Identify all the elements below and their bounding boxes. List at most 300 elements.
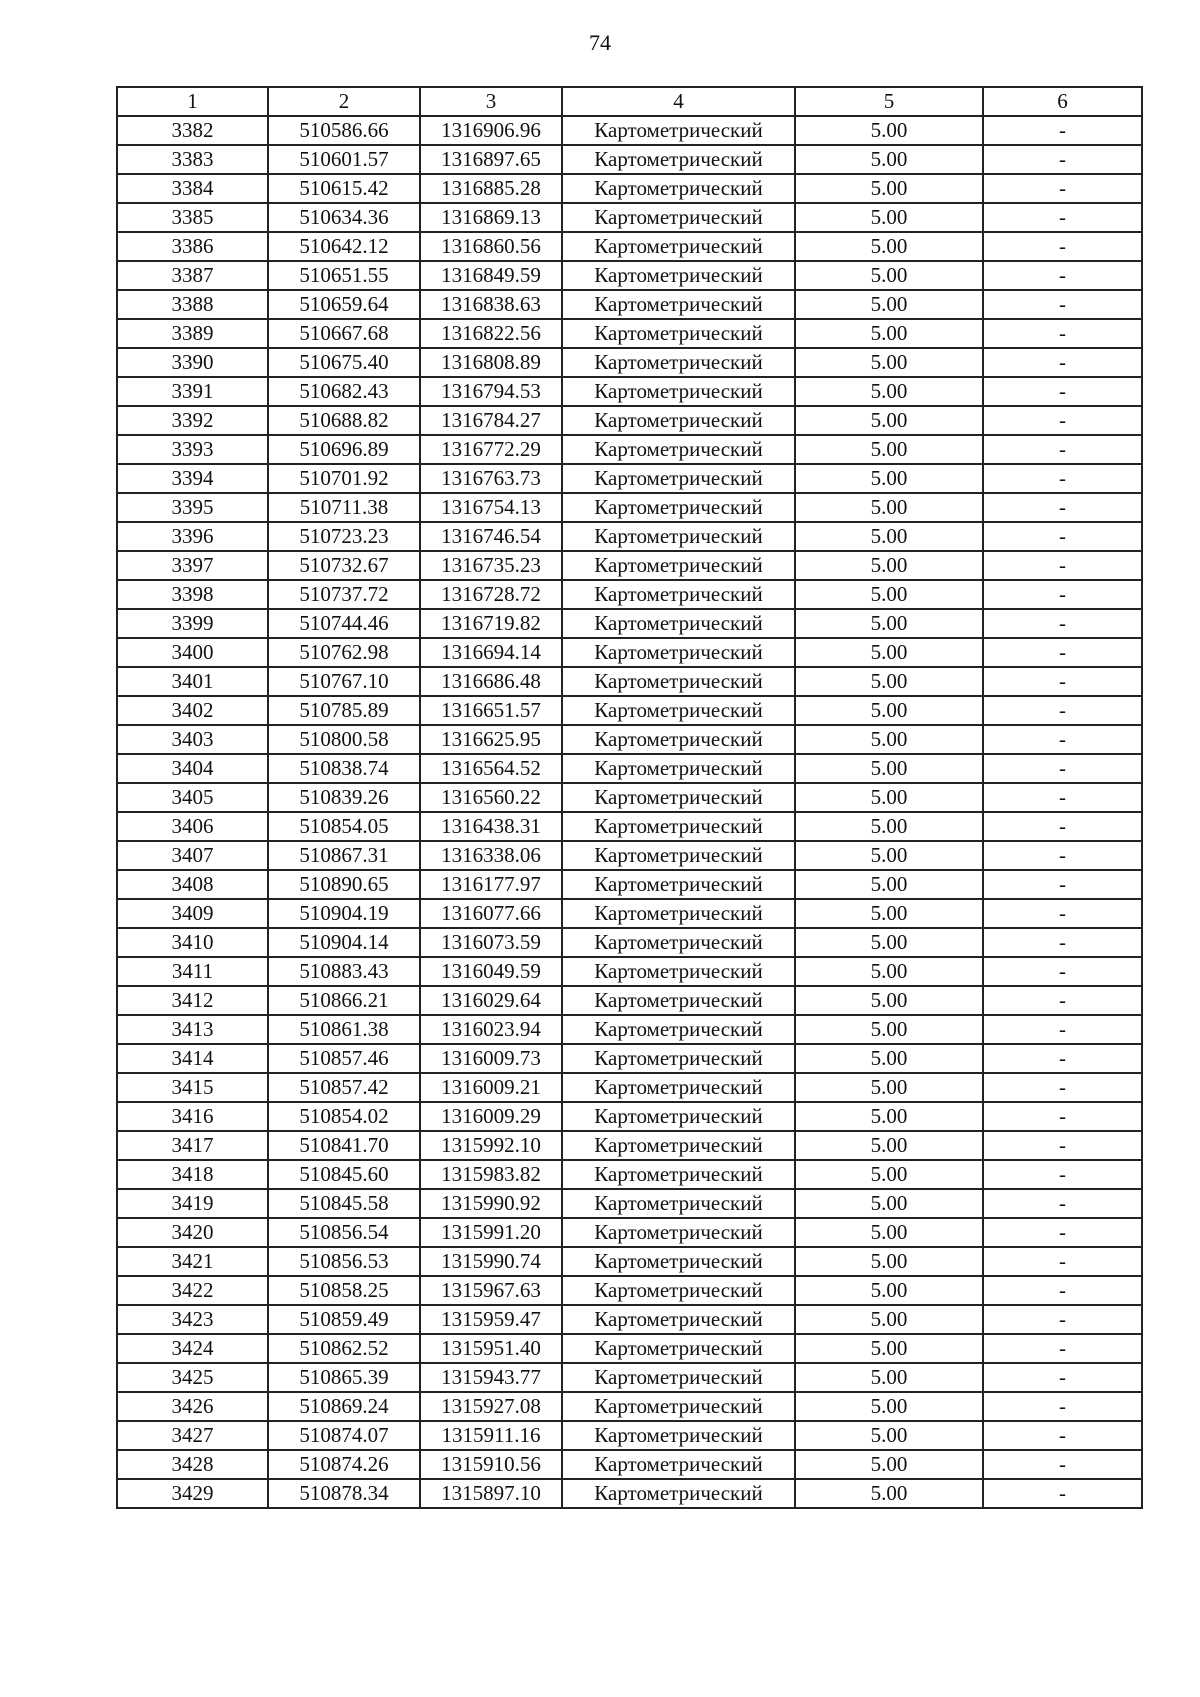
point-number-cell: 3403 [117, 725, 268, 754]
method-cell: Картометрический [562, 1479, 795, 1508]
y-coordinate-cell: 1316735.23 [420, 551, 562, 580]
accuracy-cell: 5.00 [795, 493, 983, 522]
method-cell: Картометрический [562, 1392, 795, 1421]
accuracy-cell: 5.00 [795, 1363, 983, 1392]
table-row [117, 1189, 1142, 1218]
table-row [117, 232, 1142, 261]
note-cell: - [983, 522, 1142, 551]
x-coordinate-cell: 510845.58 [268, 1189, 420, 1218]
note-cell: - [983, 348, 1142, 377]
method-cell: Картометрический [562, 1450, 795, 1479]
x-coordinate-cell: 510874.07 [268, 1421, 420, 1450]
note-cell: - [983, 203, 1142, 232]
method-cell: Картометрический [562, 1189, 795, 1218]
accuracy-cell: 5.00 [795, 696, 983, 725]
table-row [117, 1450, 1142, 1479]
method-cell: Картометрический [562, 522, 795, 551]
accuracy-cell: 5.00 [795, 1189, 983, 1218]
y-coordinate-cell: 1316564.52 [420, 754, 562, 783]
table-row [117, 1218, 1142, 1247]
y-coordinate-cell: 1315951.40 [420, 1334, 562, 1363]
point-number-cell: 3415 [117, 1073, 268, 1102]
point-number-cell: 3390 [117, 348, 268, 377]
note-cell: - [983, 667, 1142, 696]
point-number-cell: 3422 [117, 1276, 268, 1305]
point-number-cell: 3388 [117, 290, 268, 319]
method-cell: Картометрический [562, 493, 795, 522]
method-cell: Картометрический [562, 261, 795, 290]
point-number-cell: 3418 [117, 1160, 268, 1189]
point-number-cell: 3408 [117, 870, 268, 899]
method-cell: Картометрический [562, 1363, 795, 1392]
x-coordinate-cell: 510857.46 [268, 1044, 420, 1073]
x-coordinate-cell: 510659.64 [268, 290, 420, 319]
y-coordinate-cell: 1315927.08 [420, 1392, 562, 1421]
note-cell: - [983, 261, 1142, 290]
point-number-cell: 3396 [117, 522, 268, 551]
x-coordinate-cell: 510856.53 [268, 1247, 420, 1276]
table-row [117, 725, 1142, 754]
table-row [117, 1479, 1142, 1508]
x-coordinate-cell: 510869.24 [268, 1392, 420, 1421]
y-coordinate-cell: 1316625.95 [420, 725, 562, 754]
x-coordinate-cell: 510857.42 [268, 1073, 420, 1102]
method-cell: Картометрический [562, 638, 795, 667]
note-cell: - [983, 1392, 1142, 1421]
point-number-cell: 3420 [117, 1218, 268, 1247]
y-coordinate-cell: 1315990.74 [420, 1247, 562, 1276]
y-coordinate-cell: 1315911.16 [420, 1421, 562, 1450]
y-coordinate-cell: 1316746.54 [420, 522, 562, 551]
point-number-cell: 3397 [117, 551, 268, 580]
y-coordinate-cell: 1316808.89 [420, 348, 562, 377]
point-number-cell: 3421 [117, 1247, 268, 1276]
table-row [117, 493, 1142, 522]
note-cell: - [983, 551, 1142, 580]
accuracy-cell: 5.00 [795, 261, 983, 290]
point-number-cell: 3400 [117, 638, 268, 667]
table-row [117, 174, 1142, 203]
note-cell: - [983, 696, 1142, 725]
table-row [117, 116, 1142, 145]
method-cell: Картометрический [562, 319, 795, 348]
accuracy-cell: 5.00 [795, 1218, 983, 1247]
y-coordinate-cell: 1316023.94 [420, 1015, 562, 1044]
table-row [117, 203, 1142, 232]
x-coordinate-cell: 510856.54 [268, 1218, 420, 1247]
table-row [117, 290, 1142, 319]
table-row [117, 348, 1142, 377]
note-cell: - [983, 1479, 1142, 1508]
table-body [117, 116, 1142, 1508]
table-row [117, 609, 1142, 638]
accuracy-cell: 5.00 [795, 116, 983, 145]
x-coordinate-cell: 510854.05 [268, 812, 420, 841]
point-number-cell: 3428 [117, 1450, 268, 1479]
column-header: 3 [420, 87, 562, 116]
y-coordinate-cell: 1315897.10 [420, 1479, 562, 1508]
accuracy-cell: 5.00 [795, 638, 983, 667]
table-row [117, 1131, 1142, 1160]
method-cell: Картометрический [562, 754, 795, 783]
note-cell: - [983, 1334, 1142, 1363]
point-number-cell: 3399 [117, 609, 268, 638]
x-coordinate-cell: 510711.38 [268, 493, 420, 522]
x-coordinate-cell: 510723.23 [268, 522, 420, 551]
point-number-cell: 3426 [117, 1392, 268, 1421]
y-coordinate-cell: 1316869.13 [420, 203, 562, 232]
x-coordinate-cell: 510667.68 [268, 319, 420, 348]
y-coordinate-cell: 1316728.72 [420, 580, 562, 609]
accuracy-cell: 5.00 [795, 957, 983, 986]
table-row [117, 319, 1142, 348]
y-coordinate-cell: 1316694.14 [420, 638, 562, 667]
accuracy-cell: 5.00 [795, 1073, 983, 1102]
note-cell: - [983, 870, 1142, 899]
y-coordinate-cell: 1315967.63 [420, 1276, 562, 1305]
y-coordinate-cell: 1316009.73 [420, 1044, 562, 1073]
x-coordinate-cell: 510615.42 [268, 174, 420, 203]
x-coordinate-cell: 510862.52 [268, 1334, 420, 1363]
column-header: 1 [117, 87, 268, 116]
method-cell: Картометрический [562, 145, 795, 174]
y-coordinate-cell: 1316906.96 [420, 116, 562, 145]
note-cell: - [983, 1421, 1142, 1450]
y-coordinate-cell: 1316438.31 [420, 812, 562, 841]
accuracy-cell: 5.00 [795, 841, 983, 870]
note-cell: - [983, 116, 1142, 145]
note-cell: - [983, 145, 1142, 174]
table-row [117, 899, 1142, 928]
note-cell: - [983, 493, 1142, 522]
table-row [117, 638, 1142, 667]
point-number-cell: 3427 [117, 1421, 268, 1450]
x-coordinate-cell: 510874.26 [268, 1450, 420, 1479]
note-cell: - [983, 232, 1142, 261]
note-cell: - [983, 1450, 1142, 1479]
x-coordinate-cell: 510867.31 [268, 841, 420, 870]
y-coordinate-cell: 1315983.82 [420, 1160, 562, 1189]
point-number-cell: 3425 [117, 1363, 268, 1392]
table-row [117, 377, 1142, 406]
y-coordinate-cell: 1316009.29 [420, 1102, 562, 1131]
x-coordinate-cell: 510634.36 [268, 203, 420, 232]
method-cell: Картометрический [562, 609, 795, 638]
accuracy-cell: 5.00 [795, 1479, 983, 1508]
table-row [117, 551, 1142, 580]
accuracy-cell: 5.00 [795, 1334, 983, 1363]
note-cell: - [983, 580, 1142, 609]
y-coordinate-cell: 1316860.56 [420, 232, 562, 261]
method-cell: Картометрический [562, 725, 795, 754]
x-coordinate-cell: 510586.66 [268, 116, 420, 145]
method-cell: Картометрический [562, 928, 795, 957]
coordinates-table [116, 86, 1143, 1509]
table-row [117, 986, 1142, 1015]
x-coordinate-cell: 510878.34 [268, 1479, 420, 1508]
table-row [117, 522, 1142, 551]
point-number-cell: 3405 [117, 783, 268, 812]
table-row [117, 1363, 1142, 1392]
accuracy-cell: 5.00 [795, 580, 983, 609]
method-cell: Картометрический [562, 232, 795, 261]
table-row [117, 1392, 1142, 1421]
method-cell: Картометрический [562, 1131, 795, 1160]
accuracy-cell: 5.00 [795, 986, 983, 1015]
x-coordinate-cell: 510688.82 [268, 406, 420, 435]
method-cell: Картометрический [562, 1247, 795, 1276]
accuracy-cell: 5.00 [795, 928, 983, 957]
method-cell: Картометрический [562, 377, 795, 406]
table-row [117, 1276, 1142, 1305]
note-cell: - [983, 986, 1142, 1015]
point-number-cell: 3407 [117, 841, 268, 870]
method-cell: Картометрический [562, 1276, 795, 1305]
table-row [117, 696, 1142, 725]
method-cell: Картометрический [562, 435, 795, 464]
note-cell: - [983, 174, 1142, 203]
method-cell: Картометрический [562, 1218, 795, 1247]
x-coordinate-cell: 510762.98 [268, 638, 420, 667]
table-row [117, 783, 1142, 812]
note-cell: - [983, 1276, 1142, 1305]
y-coordinate-cell: 1316560.22 [420, 783, 562, 812]
accuracy-cell: 5.00 [795, 522, 983, 551]
note-cell: - [983, 1189, 1142, 1218]
accuracy-cell: 5.00 [795, 1044, 983, 1073]
point-number-cell: 3392 [117, 406, 268, 435]
note-cell: - [983, 638, 1142, 667]
method-cell: Картометрический [562, 1160, 795, 1189]
point-number-cell: 3387 [117, 261, 268, 290]
x-coordinate-cell: 510682.43 [268, 377, 420, 406]
accuracy-cell: 5.00 [795, 1015, 983, 1044]
point-number-cell: 3389 [117, 319, 268, 348]
point-number-cell: 3391 [117, 377, 268, 406]
x-coordinate-cell: 510866.21 [268, 986, 420, 1015]
table-row [117, 754, 1142, 783]
point-number-cell: 3382 [117, 116, 268, 145]
note-cell: - [983, 725, 1142, 754]
accuracy-cell: 5.00 [795, 609, 983, 638]
y-coordinate-cell: 1316794.53 [420, 377, 562, 406]
accuracy-cell: 5.00 [795, 1450, 983, 1479]
y-coordinate-cell: 1315910.56 [420, 1450, 562, 1479]
accuracy-cell: 5.00 [795, 1276, 983, 1305]
method-cell: Картометрический [562, 696, 795, 725]
accuracy-cell: 5.00 [795, 870, 983, 899]
point-number-cell: 3402 [117, 696, 268, 725]
method-cell: Картометрический [562, 957, 795, 986]
table-row [117, 261, 1142, 290]
method-cell: Картометрический [562, 986, 795, 1015]
note-cell: - [983, 754, 1142, 783]
accuracy-cell: 5.00 [795, 319, 983, 348]
point-number-cell: 3414 [117, 1044, 268, 1073]
x-coordinate-cell: 510651.55 [268, 261, 420, 290]
y-coordinate-cell: 1316897.65 [420, 145, 562, 174]
method-cell: Картометрический [562, 406, 795, 435]
method-cell: Картометрический [562, 1421, 795, 1450]
accuracy-cell: 5.00 [795, 1247, 983, 1276]
x-coordinate-cell: 510601.57 [268, 145, 420, 174]
y-coordinate-cell: 1316077.66 [420, 899, 562, 928]
x-coordinate-cell: 510890.65 [268, 870, 420, 899]
accuracy-cell: 5.00 [795, 1421, 983, 1450]
point-number-cell: 3416 [117, 1102, 268, 1131]
point-number-cell: 3384 [117, 174, 268, 203]
accuracy-cell: 5.00 [795, 725, 983, 754]
x-coordinate-cell: 510904.14 [268, 928, 420, 957]
method-cell: Картометрический [562, 174, 795, 203]
y-coordinate-cell: 1316763.73 [420, 464, 562, 493]
note-cell: - [983, 957, 1142, 986]
x-coordinate-cell: 510865.39 [268, 1363, 420, 1392]
y-coordinate-cell: 1316686.48 [420, 667, 562, 696]
y-coordinate-cell: 1316338.06 [420, 841, 562, 870]
x-coordinate-cell: 510785.89 [268, 696, 420, 725]
note-cell: - [983, 1247, 1142, 1276]
y-coordinate-cell: 1316177.97 [420, 870, 562, 899]
table-row [117, 145, 1142, 174]
table-row [117, 435, 1142, 464]
note-cell: - [983, 1044, 1142, 1073]
y-coordinate-cell: 1316838.63 [420, 290, 562, 319]
x-coordinate-cell: 510858.25 [268, 1276, 420, 1305]
method-cell: Картометрический [562, 870, 795, 899]
method-cell: Картометрический [562, 348, 795, 377]
point-number-cell: 3409 [117, 899, 268, 928]
x-coordinate-cell: 510675.40 [268, 348, 420, 377]
y-coordinate-cell: 1315943.77 [420, 1363, 562, 1392]
note-cell: - [983, 1102, 1142, 1131]
point-number-cell: 3423 [117, 1305, 268, 1334]
point-number-cell: 3386 [117, 232, 268, 261]
note-cell: - [983, 609, 1142, 638]
y-coordinate-cell: 1315991.20 [420, 1218, 562, 1247]
note-cell: - [983, 1160, 1142, 1189]
accuracy-cell: 5.00 [795, 348, 983, 377]
x-coordinate-cell: 510838.74 [268, 754, 420, 783]
accuracy-cell: 5.00 [795, 377, 983, 406]
table-row [117, 1102, 1142, 1131]
table-row [117, 870, 1142, 899]
table-row [117, 1247, 1142, 1276]
table-header [117, 87, 1142, 116]
accuracy-cell: 5.00 [795, 1160, 983, 1189]
table-row [117, 580, 1142, 609]
column-header: 4 [562, 87, 795, 116]
column-header: 6 [983, 87, 1142, 116]
note-cell: - [983, 406, 1142, 435]
point-number-cell: 3393 [117, 435, 268, 464]
note-cell: - [983, 1073, 1142, 1102]
note-cell: - [983, 435, 1142, 464]
note-cell: - [983, 1218, 1142, 1247]
method-cell: Картометрический [562, 812, 795, 841]
method-cell: Картометрический [562, 580, 795, 609]
y-coordinate-cell: 1316009.21 [420, 1073, 562, 1102]
point-number-cell: 3411 [117, 957, 268, 986]
y-coordinate-cell: 1315959.47 [420, 1305, 562, 1334]
note-cell: - [983, 783, 1142, 812]
point-number-cell: 3412 [117, 986, 268, 1015]
method-cell: Картометрический [562, 841, 795, 870]
accuracy-cell: 5.00 [795, 899, 983, 928]
x-coordinate-cell: 510744.46 [268, 609, 420, 638]
y-coordinate-cell: 1316849.59 [420, 261, 562, 290]
table-row [117, 812, 1142, 841]
table-row [117, 1421, 1142, 1450]
point-number-cell: 3419 [117, 1189, 268, 1218]
note-cell: - [983, 899, 1142, 928]
note-cell: - [983, 812, 1142, 841]
y-coordinate-cell: 1315992.10 [420, 1131, 562, 1160]
point-number-cell: 3404 [117, 754, 268, 783]
accuracy-cell: 5.00 [795, 406, 983, 435]
x-coordinate-cell: 510696.89 [268, 435, 420, 464]
note-cell: - [983, 1015, 1142, 1044]
note-cell: - [983, 928, 1142, 957]
point-number-cell: 3424 [117, 1334, 268, 1363]
accuracy-cell: 5.00 [795, 145, 983, 174]
accuracy-cell: 5.00 [795, 174, 983, 203]
y-coordinate-cell: 1316719.82 [420, 609, 562, 638]
x-coordinate-cell: 510841.70 [268, 1131, 420, 1160]
point-number-cell: 3413 [117, 1015, 268, 1044]
x-coordinate-cell: 510883.43 [268, 957, 420, 986]
y-coordinate-cell: 1316822.56 [420, 319, 562, 348]
accuracy-cell: 5.00 [795, 812, 983, 841]
y-coordinate-cell: 1316784.27 [420, 406, 562, 435]
x-coordinate-cell: 510737.72 [268, 580, 420, 609]
method-cell: Картометрический [562, 1015, 795, 1044]
method-cell: Картометрический [562, 1305, 795, 1334]
table-row [117, 667, 1142, 696]
table-row [117, 841, 1142, 870]
note-cell: - [983, 1363, 1142, 1392]
note-cell: - [983, 377, 1142, 406]
method-cell: Картометрический [562, 783, 795, 812]
note-cell: - [983, 464, 1142, 493]
y-coordinate-cell: 1316073.59 [420, 928, 562, 957]
y-coordinate-cell: 1316651.57 [420, 696, 562, 725]
y-coordinate-cell: 1316772.29 [420, 435, 562, 464]
accuracy-cell: 5.00 [795, 435, 983, 464]
note-cell: - [983, 319, 1142, 348]
note-cell: - [983, 290, 1142, 319]
point-number-cell: 3417 [117, 1131, 268, 1160]
x-coordinate-cell: 510904.19 [268, 899, 420, 928]
y-coordinate-cell: 1316885.28 [420, 174, 562, 203]
table-row [117, 1044, 1142, 1073]
y-coordinate-cell: 1316029.64 [420, 986, 562, 1015]
page-number: 74 [589, 30, 611, 55]
table-row [117, 406, 1142, 435]
method-cell: Картометрический [562, 290, 795, 319]
point-number-cell: 3401 [117, 667, 268, 696]
x-coordinate-cell: 510854.02 [268, 1102, 420, 1131]
accuracy-cell: 5.00 [795, 754, 983, 783]
accuracy-cell: 5.00 [795, 203, 983, 232]
accuracy-cell: 5.00 [795, 232, 983, 261]
point-number-cell: 3398 [117, 580, 268, 609]
method-cell: Картометрический [562, 116, 795, 145]
method-cell: Картометрический [562, 667, 795, 696]
table-row [117, 464, 1142, 493]
note-cell: - [983, 1305, 1142, 1334]
method-cell: Картометрический [562, 464, 795, 493]
